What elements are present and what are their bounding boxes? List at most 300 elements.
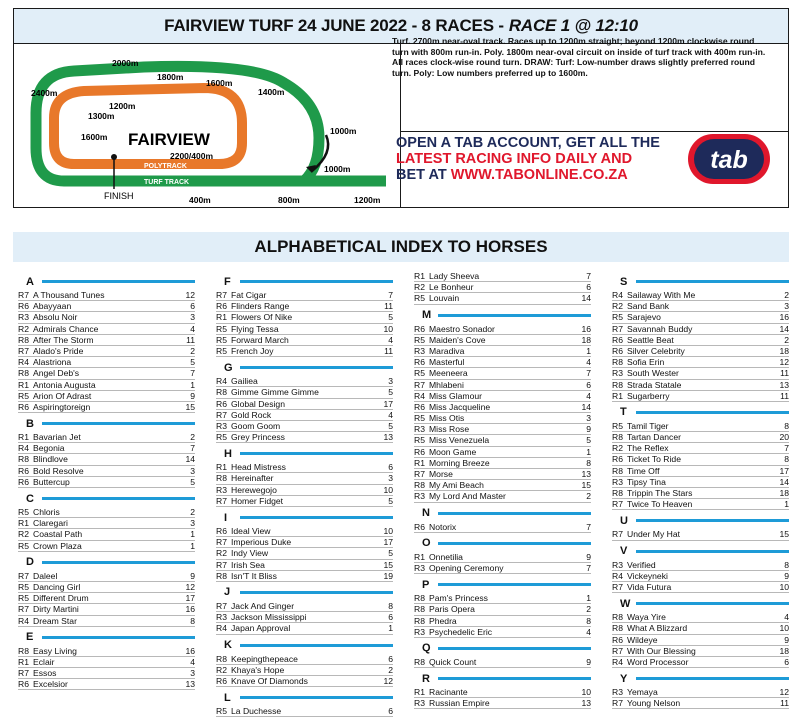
race-number: R7 [612,323,623,334]
race-number: R5 [612,312,623,323]
letter-bar [42,422,195,425]
horse-name: Maestro Sonador [429,323,495,334]
horse-name: Gimme Gimme Gimme [231,387,319,398]
horse-name: Homer Fidget [231,495,284,506]
horse-row [414,447,591,458]
race-number: R7 [18,570,29,581]
horse-name: The Reflex [627,443,669,454]
letter-heading [18,629,195,646]
runner-number: 4 [586,390,591,401]
track-description: Turf. 2700m near-oval track. Races up to 1200m straight; beyond 1200m clockwise round turn with 800m run-in. Poly. 1800m near-oval circuit on inside of turf track with 400m run-in. All races clock-wise round turn. DRAW: Turf: Low-number draws slightly preferred round turn. Poly: Low numbers preferred up to 1600m. [392,36,766,78]
horse-row [414,491,591,502]
horse-row [216,335,393,346]
letter-heading [414,505,591,522]
horse-name: Chloris [33,507,60,517]
horse-name: Excelsior [33,679,68,690]
horse-name: Morning Breeze [429,457,490,468]
letter-bar [240,591,393,594]
horse-row [612,454,789,465]
label-1800: 1800m [157,72,184,82]
letter-label: Y [620,672,628,685]
runner-number: 14 [185,454,195,465]
label-1200-bottom: 1200m [354,195,381,205]
race-number: R5 [216,706,227,717]
horse-row [612,529,789,540]
runner-number: 6 [388,653,393,664]
race-number: R7 [612,645,623,656]
race-number: R1 [414,457,425,468]
runner-number: 16 [185,645,195,656]
runner-number: 20 [779,432,789,443]
label-1200-inner: 1200m [109,101,136,111]
runner-number: 15 [779,529,789,540]
runner-number: 5 [190,357,195,368]
horse-row [18,582,195,593]
letter-bar [636,602,789,605]
runner-number: 11 [780,368,789,379]
poly-track [54,88,242,164]
letter-label: P [422,578,430,591]
horse-row [216,290,393,301]
runner-number: 10 [779,623,789,634]
runner-number: 7 [190,368,195,379]
race-number: R1 [18,432,29,443]
runner-number: 3 [784,301,789,312]
horse-name: Angel Deb's [33,368,80,379]
runner-number: 2 [388,664,393,675]
horse-row [414,480,591,491]
race-number: R6 [18,301,29,312]
letter-heading [216,273,393,290]
horse-name: Admirals Chance [33,323,99,334]
race-number: R5 [216,323,227,334]
horse-row [414,604,591,615]
race-number: R6 [414,446,425,457]
race-number: R1 [216,462,227,473]
horse-row [216,462,393,473]
runner-number: 16 [185,604,195,615]
horse-name: Global Design [231,398,285,409]
horse-row [414,458,591,469]
race-number: R6 [612,345,623,356]
horse-row [216,623,393,634]
runner-number: 9 [586,656,591,667]
runner-number: 10 [779,581,789,592]
horse-row [612,380,789,391]
horse-row [216,312,393,323]
horse-name: Waya Yire [627,612,666,623]
race-number: R5 [216,432,227,443]
horse-row [612,623,789,634]
runner-number: 9 [586,424,591,435]
runner-number: 19 [383,570,393,581]
race-number: R5 [414,293,425,304]
race-number: R7 [18,290,29,300]
runner-number: 14 [779,476,789,487]
horse-name: Khaya's Hope [231,664,285,675]
horse-name: What A Blizzard [627,623,688,634]
race-number: R2 [18,323,29,334]
horse-row [18,368,195,379]
runner-number: 14 [581,401,591,412]
race-number: R7 [612,581,623,592]
runner-number: 6 [586,282,591,293]
runner-number: 4 [586,626,591,637]
index-title: ALPHABETICAL INDEX TO HORSES [13,232,789,262]
letter-bar [240,366,393,369]
index-column [612,271,789,709]
runner-number: 15 [185,401,195,412]
race-number: R6 [216,398,227,409]
horse-row [414,616,591,627]
runner-number: 8 [784,559,789,570]
letter-bar [636,280,789,283]
horse-name: Essos [33,668,57,679]
runner-number: 2 [586,604,591,615]
horse-name: Keepingthepeace [231,653,298,664]
race-number: R6 [18,476,29,487]
letter-label: B [26,417,34,430]
letter-heading [612,404,789,421]
horse-row [18,529,195,540]
letter-label: V [620,545,628,558]
letter-label: O [422,537,431,550]
letter-heading [18,490,195,507]
race-number: R3 [216,612,227,623]
horse-row [612,560,789,571]
letter-heading [216,637,393,654]
horse-row [18,646,195,657]
horse-row [18,541,195,552]
letter-label: A [26,275,34,288]
race-number: R4 [612,290,623,300]
horse-name: Gold Rock [231,409,272,420]
horse-row [414,424,591,435]
race-number: R5 [18,540,29,551]
runner-number: 5 [388,420,393,431]
letter-label: H [224,447,232,460]
horse-name: Blindlove [33,454,68,465]
race-number: R5 [18,593,29,604]
runner-number: 15 [581,480,591,491]
letter-bar [438,314,591,317]
horse-row [414,324,591,335]
horse-name: Coastal Path [33,529,83,540]
horse-name: Indy View [231,548,269,559]
horse-name: After The Storm [33,334,94,345]
runner-number: 12 [185,290,195,300]
horse-name: Crown Plaza [33,540,82,551]
horse-name: With Our Blessing [627,645,696,656]
horse-row [414,563,591,574]
letter-heading [216,689,393,706]
horse-name: Strada Statale [627,379,682,390]
race-number: R7 [216,495,227,506]
horse-name: Flinders Range [231,301,290,312]
horse-name: Absolu Noir [33,312,78,323]
race-number: R8 [612,432,623,443]
letter-label: D [26,556,34,569]
horse-name: Bold Resolve [33,465,84,476]
race-number: R8 [612,379,623,390]
horse-row [216,571,393,582]
horse-name: Sarajevo [627,312,661,323]
horse-name: Wildeye [627,634,658,645]
runner-number: 10 [581,687,591,698]
horse-row [18,432,195,443]
horse-name: Vickeyneki [627,570,668,581]
horse-row [18,454,195,465]
horse-row [414,522,591,533]
race-number: R6 [18,401,29,412]
horse-row [414,413,591,424]
horse-row [612,301,789,312]
race-number: R8 [414,480,425,491]
horse-row [612,443,789,454]
letter-heading [216,584,393,601]
horse-name: Moon Game [429,446,477,457]
runner-number: 15 [383,559,393,570]
horse-name: Tipsy Tina [627,476,666,487]
horse-row [216,473,393,484]
horse-name: Sofia Erin [627,357,665,368]
letter-bar [438,512,591,515]
horse-row [18,477,195,488]
runner-number: 4 [586,357,591,368]
race-number: R3 [414,626,425,637]
letter-label: F [224,275,231,288]
horse-row [216,410,393,421]
horse-name: Seattle Beat [627,334,674,345]
horse-name: Bavarian Jet [33,432,81,443]
horse-row [612,368,789,379]
race-number: R8 [414,656,425,667]
horse-row [612,488,789,499]
horse-row [216,399,393,410]
label-turftrack: TURF TRACK [144,179,190,186]
index-column [216,271,393,717]
letter-bar [240,644,393,647]
horse-name: Irish Sea [231,559,265,570]
horse-name: Trippin The Stars [627,488,693,498]
horse-row [612,698,789,709]
letter-heading [414,640,591,657]
horse-row [216,548,393,559]
letter-label: M [422,309,432,322]
race-number: R6 [612,454,623,465]
race-number: R5 [216,334,227,345]
horse-row [18,301,195,312]
runner-number: 7 [190,443,195,454]
runner-number: 4 [388,409,393,420]
runner-number: 17 [383,537,393,548]
runner-number: 1 [388,623,393,634]
horse-name: Goom Goom [231,420,281,431]
horse-name: My Lord And Master [429,491,506,502]
horse-name: Daleel [33,570,58,581]
runner-number: 17 [779,465,789,476]
runner-number: 5 [586,435,591,446]
race-number: R7 [18,668,29,679]
runner-number: 5 [190,476,195,487]
race-number: R1 [414,687,425,698]
label-2400: 2400m [31,88,58,98]
horse-row [216,346,393,357]
race-number: R8 [612,612,623,623]
horse-row [18,507,195,518]
horse-row [18,679,195,690]
race-number: R3 [414,424,425,435]
horse-name: French Joy [231,345,274,356]
runner-number: 8 [586,457,591,468]
index-column [414,271,591,709]
race-number: R8 [18,368,29,379]
runner-number: 4 [190,323,195,334]
horse-name: Ticket To Ride [627,454,681,465]
runner-number: 16 [779,312,789,323]
horse-row [18,616,195,627]
horse-row [18,380,195,391]
letter-label: U [620,514,628,527]
runner-number: 11 [780,698,789,709]
horse-row [612,687,789,698]
race-number: R4 [18,357,29,368]
horse-row [216,537,393,548]
race-number: R6 [216,301,227,312]
letter-label: N [422,507,430,520]
race-number: R2 [612,443,623,454]
horse-row [18,657,195,668]
race-number: R5 [18,390,29,401]
runner-number: 10 [383,323,393,334]
horse-row [18,402,195,413]
horse-row [18,324,195,335]
letter-label: W [620,597,631,610]
horse-name: My Ami Beach [429,480,484,491]
race-number: R7 [216,600,227,611]
horse-name: Silver Celebrity [627,345,685,356]
horse-row [612,421,789,432]
race-number: R4 [414,390,425,401]
horse-row [612,324,789,335]
letter-bar [636,519,789,522]
runner-number: 3 [586,413,591,424]
horse-row [414,402,591,413]
runner-number: 6 [586,379,591,390]
letter-bar [438,542,591,545]
race-number: R1 [18,379,29,390]
race-number: R6 [216,526,227,536]
horse-row [414,391,591,402]
race-number: R3 [414,491,425,502]
race-number: R8 [18,645,29,656]
letter-heading [18,415,195,432]
race-title: FAIRVIEW TURF 24 JUNE 2022 - 8 RACES - [164,16,504,35]
letter-heading [18,554,195,571]
letter-heading [612,543,789,560]
race-number: R7 [414,469,425,479]
runner-number: 13 [581,469,591,479]
horse-name: Racinante [429,687,468,698]
horse-name: Young Nelson [627,698,681,709]
runner-number: 18 [779,645,789,656]
runner-number: 6 [190,301,195,312]
horse-name: Russian Empire [429,698,490,709]
runner-number: 17 [185,593,195,604]
letter-label: S [620,275,628,288]
horse-name: Isn'T It Bliss [231,570,277,581]
race-number: R6 [414,323,425,334]
race-number: R3 [414,562,425,573]
runner-number: 12 [779,357,789,368]
label-400: 400m [189,195,211,205]
horse-name: Begonia [33,443,65,454]
race-number: R7 [216,537,227,548]
horse-name: Yemaya [627,687,658,698]
runner-number: 9 [190,570,195,581]
horse-name: Hereinafter [231,473,274,484]
runner-number: 2 [190,432,195,443]
horse-name: Meeneera [429,368,468,379]
horse-row [216,324,393,335]
runner-number: 12 [383,675,393,686]
horse-row [216,676,393,687]
horse-row [414,657,591,668]
horse-row [414,357,591,368]
promo-url[interactable]: WWW.TABONLINE.CO.ZA [450,167,628,183]
horse-name: Onnetilia [429,551,463,562]
runner-number: 11 [186,334,195,345]
horse-row [216,301,393,312]
race-number: R8 [216,473,227,484]
horse-name: Herewegojo [231,484,277,495]
horse-name: Dancing Girl [33,581,81,592]
track-map [14,43,400,208]
horse-name: Dream Star [33,615,77,626]
horse-row [414,335,591,346]
horse-name: Ideal View [231,526,271,536]
runner-number: 13 [383,432,393,443]
letter-bar [636,550,789,553]
race-number: R6 [216,675,227,686]
race-number: R7 [216,290,227,300]
race-number: R8 [612,465,623,476]
race-number: R4 [216,623,227,634]
runner-number: 2 [586,491,591,502]
letter-label: E [26,631,34,644]
label-2000: 2000m [112,58,139,68]
letter-heading [414,576,591,593]
runner-number: 4 [388,334,393,345]
runner-number: 3 [388,376,393,387]
runner-number: 3 [388,473,393,484]
horse-name: A Thousand Tunes [33,290,105,300]
horse-row [216,376,393,387]
race-number: R7 [612,499,623,510]
horse-name: Dirty Martini [33,604,79,615]
letter-label: I [224,511,228,524]
horse-name: Savannah Buddy [627,323,693,334]
runner-number: 6 [388,706,393,717]
horse-row [18,593,195,604]
label-800: 800m [278,195,300,205]
horse-row [612,346,789,357]
race-number: R3 [216,420,227,431]
race-number: R8 [18,454,29,465]
race-number: R8 [216,570,227,581]
tab-promo [396,135,660,183]
race-number: R8 [612,357,623,368]
